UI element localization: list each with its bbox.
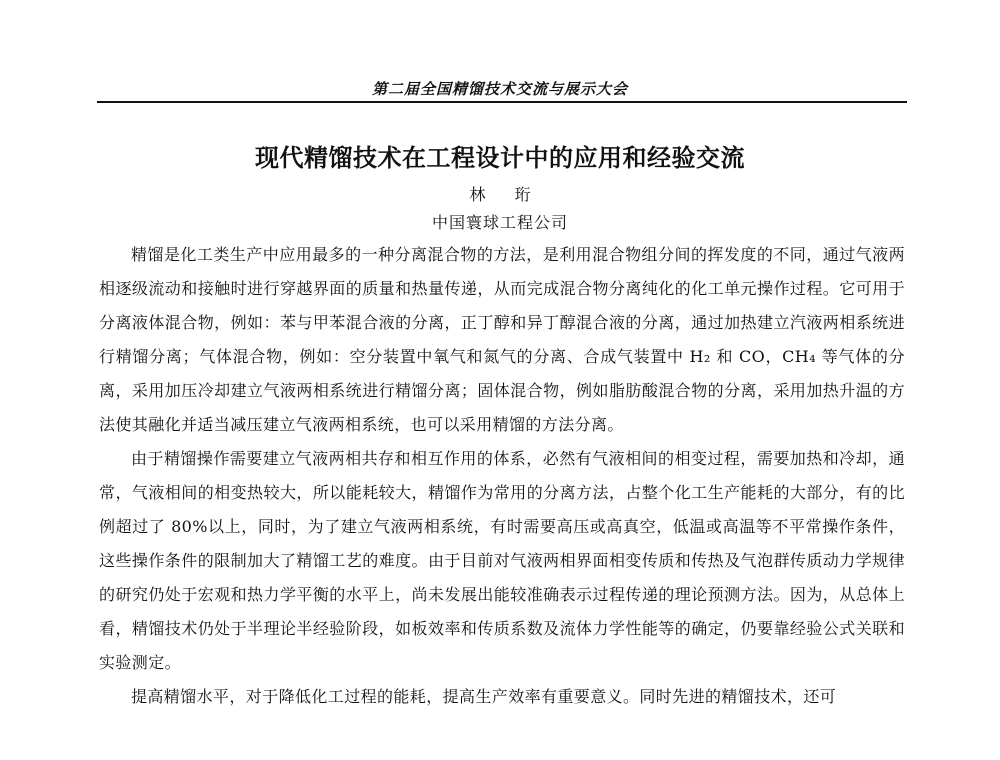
author-name: 林 珩	[469, 185, 543, 204]
body-paragraph-2: 由于精馏操作需要建立气液两相共存和相互作用的体系，必然有气液相间的相变过程，需要加热和冷却，通常，气液相间的相变热较大，所以能耗较大，精馏作为常用的分离方法，占整个化工生产能耗的大部分，有的比例超过了 80%以上，同时，为了建立气液两相系统，有时需要高压或高真空，低温或高温等不平常操作条件，这些操作条件的限制加大了精馏工艺的难度。由于目前对气液两相界面相变传质和传热及气泡群传质动力学规律的研究仍处于宏观和热力学平衡的水平上，尚未发展出能较准确表示过程传递的理论预测方法。因为，从总体上看，精馏技术仍处于半理论半经验阶段，如板效率和传质系数及流体力学性能等的确定，仍要靠经验公式关联和实验测定。	[99, 449, 905, 672]
article-title: 现代精馏技术在工程设计中的应用和经验交流	[255, 143, 745, 172]
body-paragraph-3: 提高精馏水平，对于降低化工过程的能耗，提高生产效率有重要意义。同时先进的精馏技术，还可	[131, 687, 837, 706]
author-affiliation: 中国寰球工程公司	[431, 213, 568, 232]
body-paragraph-1: 精馏是化工类生产中应用最多的一种分离混合物的方法，是利用混合物组分间的挥发度的不同，通过气液两相逐级流动和接触时进行穿越界面的质量和热量传递，从而完成混合物分离纯化的化工单元操作过程。它可用于分离液体混合物，例如：苯与甲苯混合液的分离，正丁醇和异丁醇混合液的分离，通过加热建立汽液两相系统进行精馏分离；气体混合物，例如：空分装置中氧气和氮气的分离、合成气装置中 H₂ 和 CO，CH₄ 等气体的分离，采用加压冷却建立气液两相系统进行精馏分离；固体混合物，例如脂肪酸混合物的分离，采用加热升温的方法使其融化并适当减压建立气液两相系统，也可以采用精馏的方法分离。	[99, 245, 905, 434]
running-header: 第二届全国精馏技术交流与展示大会	[371, 80, 628, 98]
header-divider	[97, 101, 907, 103]
article-body	[99, 238, 905, 714]
